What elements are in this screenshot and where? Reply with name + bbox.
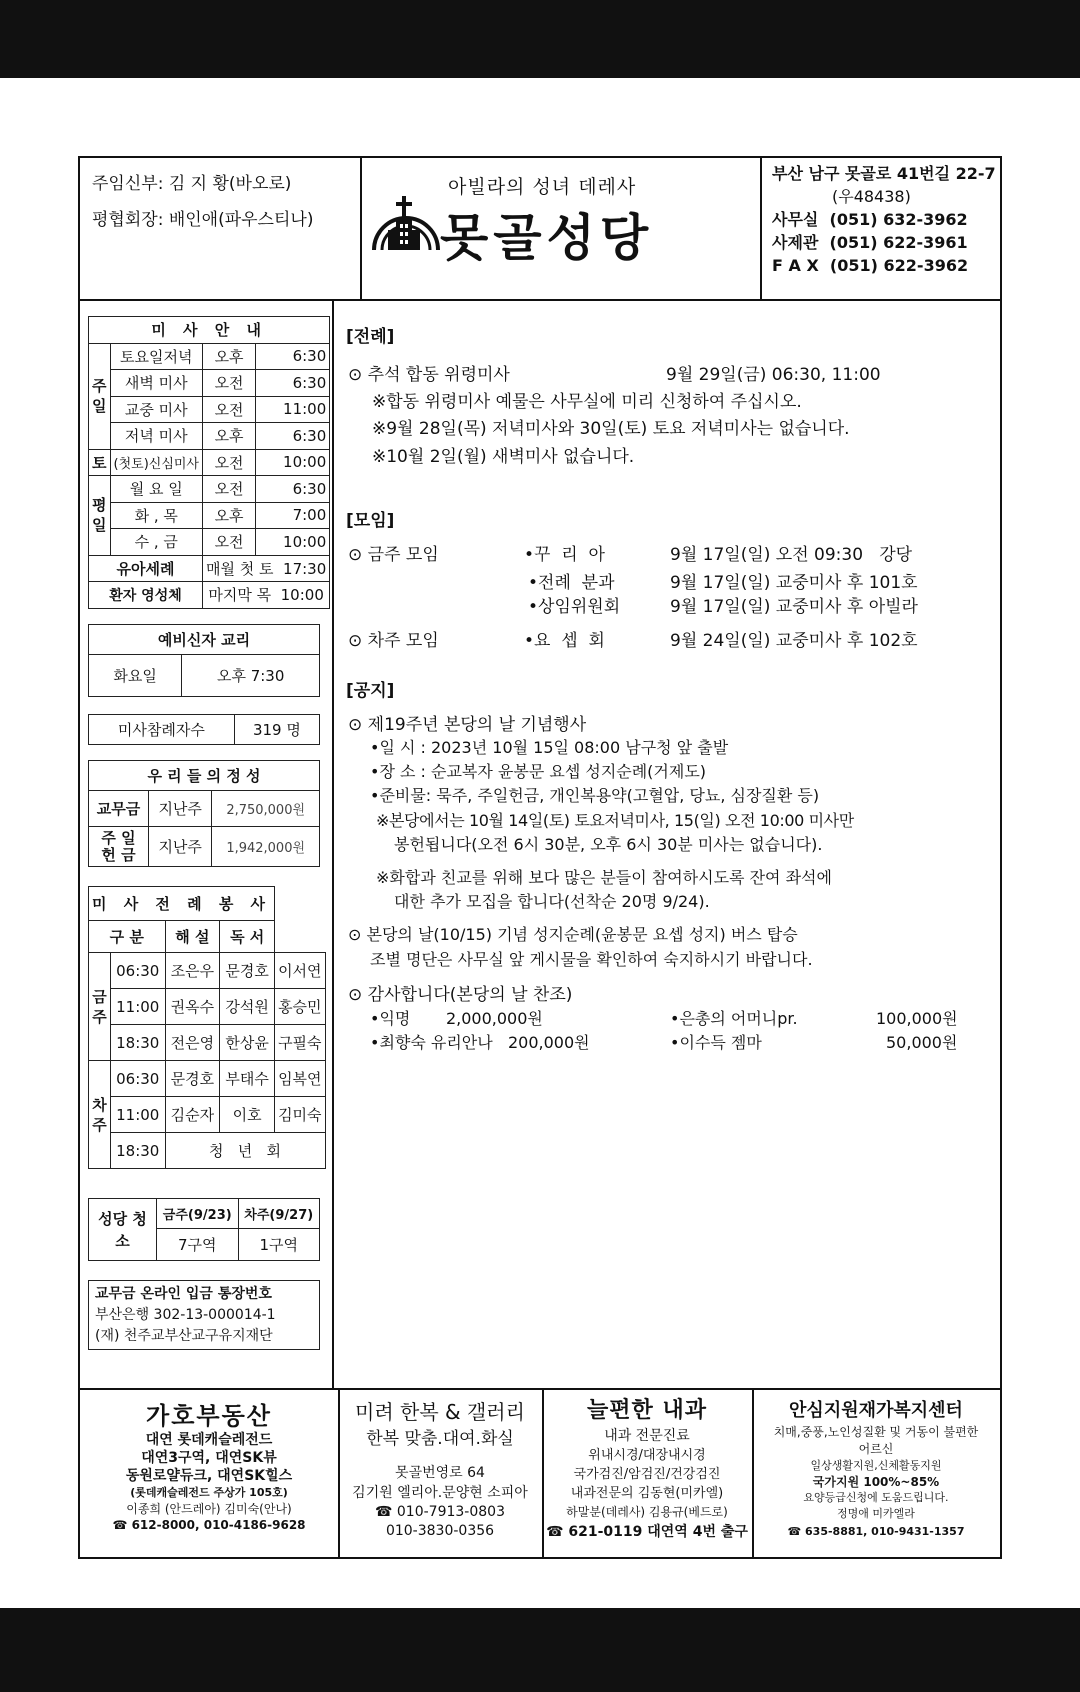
notice-2-text: 조별 명단은 사무실 앞 게시물을 확인하여 숙지하시기 바랍니다.: [370, 950, 813, 969]
cleaning-next-value: 1구역: [238, 1229, 320, 1261]
donor: •이수득 젬마: [670, 1033, 762, 1052]
service-person: 임복연: [275, 1061, 325, 1097]
mass-time: 6:30: [256, 343, 330, 370]
liturgy-item-text: 추석 합동 위령미사: [367, 365, 510, 385]
service-time: 06:30: [111, 953, 166, 989]
offering-title: 우 리 들 의 정 성: [89, 761, 320, 791]
ad-line: 동원로얄듀크, 대연SK힐스: [125, 1468, 293, 1484]
ad-title: 가호부동산: [146, 1402, 272, 1430]
next-meeting-label: ⊙ 차주 모임: [348, 631, 439, 651]
ad-line: 못골번영로 64: [395, 1465, 485, 1481]
mass-time: 10:00: [256, 449, 330, 476]
service-person: 부태수: [220, 1061, 275, 1097]
service-person: 이호: [220, 1097, 275, 1133]
mass-name: 교중 미사: [110, 396, 203, 423]
ad-line: 하말분(데레사) 김용규(베드로): [566, 1505, 728, 1519]
ad-line: 대연3구역, 대연SK뷰: [141, 1450, 277, 1466]
mass-ampm: 오전: [203, 370, 256, 397]
service-title: 미 사 전 례 봉 사: [89, 887, 275, 921]
meeting-group: •요 셉 회: [524, 631, 605, 651]
fax-number: F A X (051) 622-3962: [772, 256, 969, 275]
notice-1-title-text: 제19주년 본당의 날 기념행사: [367, 715, 587, 735]
liturgy-item-date: 9월 29일(금) 06:30, 11:00: [666, 365, 881, 385]
mass-time: 10:00: [256, 529, 330, 556]
sunday-label: 주일: [89, 343, 111, 449]
ad-line: 이종희 (안드레아) 김미숙(안나): [126, 1502, 292, 1516]
notice-1-title: ⊙ 제19주년 본당의 날 기념행사: [348, 715, 587, 735]
postal-code: (우48438): [832, 187, 911, 206]
notice-1-line: •일 시 : 2023년 10월 15일 08:00 남구청 앞 출발: [370, 738, 729, 757]
attendance-value: 319 명: [234, 715, 319, 745]
service-person: 전은영: [165, 1025, 220, 1061]
mass-time: 6:30: [256, 370, 330, 397]
notice-2: ⊙ 본당의 날(10/15) 기념 성지순례(윤봉문 요셉 성지) 버스 탑승: [348, 925, 798, 944]
next-meeting-text: 차주 모임: [367, 631, 439, 651]
offering-period: 지난주: [149, 791, 212, 827]
catechumen-title: 예비신자 교리: [89, 625, 320, 655]
service-time: 18:30: [111, 1025, 166, 1061]
ad-care-center: [752, 1398, 1000, 1542]
cleaning-label: 성당 청소: [89, 1199, 157, 1261]
donor: •은총의 어머니pr.: [670, 1009, 798, 1028]
service-roster-table: [88, 886, 326, 1169]
cleaning-this-header: 금주(9/23): [157, 1199, 239, 1229]
bottom-black-bar: [0, 1608, 1080, 1692]
ad-line: 위내시경/대장내시경: [588, 1448, 706, 1463]
bulletin-page: [78, 156, 1002, 1559]
notice-1-note: 대한 추가 모집을 합니다(선착순 20명 9/24).: [394, 892, 710, 911]
ad-line: 어르신: [858, 1442, 894, 1456]
service-person: 문경호: [165, 1061, 220, 1097]
ad-title: 늘편한 내과: [587, 1398, 707, 1423]
church-logo-icon: [370, 192, 442, 254]
council-president: 평협회장: 배인애(파우스티나): [92, 210, 314, 230]
attendance-label: 미사참례자수: [89, 715, 235, 745]
mass-schedule-title: 미 사 안 내: [89, 317, 330, 344]
top-black-bar: [0, 0, 1080, 78]
service-time: 11:00: [111, 989, 166, 1025]
service-person: 김미숙: [275, 1097, 325, 1133]
mass-ampm: 오전: [203, 529, 256, 556]
ad-line: ☎ 010-7913-0803: [375, 1504, 505, 1520]
this-meeting-label: ⊙ 금주 모임: [348, 545, 439, 565]
meeting-group: •상임위원회: [528, 597, 621, 617]
notice-1-line: •준비물: 묵주, 주일헌금, 개인복용약(고혈압, 당뇨, 심장질환 등): [370, 786, 820, 805]
ad-line: 내과전문의 김동현(미카엘): [570, 1486, 724, 1501]
service-person: 김순자: [165, 1097, 220, 1133]
offering-period: 지난주: [149, 827, 212, 867]
ad-hanbok: [338, 1398, 542, 1541]
office-phone: 사무실 (051) 632-3962: [772, 210, 968, 229]
rectory-phone: 사제관 (051) 622-3961: [772, 233, 968, 252]
mass-ampm: 오전: [203, 396, 256, 423]
offering-label: 주 일 헌 금: [89, 827, 149, 867]
ad-line: 한복 맞춤.대여.화실: [366, 1429, 514, 1449]
meeting-group: •전례 분과: [528, 573, 615, 593]
mass-name: (첫토)신심미사: [110, 449, 203, 476]
service-header: 해 설: [165, 921, 220, 953]
sick-communion-value: 마지막 목 10:00: [203, 582, 330, 609]
meeting-detail: 9월 24일(일) 교중미사 후 102호: [670, 631, 918, 651]
cleaning-table: [88, 1198, 320, 1261]
service-person: 조은우: [165, 953, 220, 989]
ad-clinic: [542, 1396, 752, 1543]
youth-label: 청 년 회: [165, 1133, 325, 1169]
infant-baptism-value: 매월 첫 토 17:30: [203, 555, 330, 582]
liturgy-item: ⊙ 추석 합동 위령미사: [348, 365, 510, 385]
youth-time: 18:30: [111, 1133, 166, 1169]
offering-label: 교무금: [89, 791, 149, 827]
service-person: 이서연: [275, 953, 325, 989]
header-contact: [772, 162, 996, 277]
donor-amount: 50,000원: [886, 1033, 958, 1052]
ad-line: 대연 롯데캐슬레전드: [145, 1432, 273, 1448]
ad-line: 요양등급신청에 도움드립니다.: [803, 1491, 949, 1504]
ad-line: 일상생활지원,신체활동지원: [810, 1459, 942, 1472]
cleaning-next-header: 차주(9/27): [238, 1199, 320, 1229]
mass-ampm: 오전: [203, 476, 256, 503]
mass-name: 수 , 금: [110, 529, 203, 556]
mass-time: 11:00: [256, 396, 330, 423]
donor: •익명 2,000,000원: [370, 1009, 543, 1028]
ad-line: ☎ 635-8881, 010-9431-1357: [787, 1525, 965, 1538]
mass-ampm: 오후: [203, 343, 256, 370]
ad-title: 미려 한복 & 갤러리: [355, 1400, 525, 1424]
meeting-detail: 9월 17일(일) 교중미사 후 아빌라: [670, 597, 918, 617]
service-header: 구 분: [89, 921, 166, 953]
ad-line: 010-3830-0356: [385, 1523, 495, 1539]
service-person: 구필숙: [275, 1025, 325, 1061]
ad-line: 국가검진/암검진/건강검진: [573, 1467, 721, 1482]
mass-time: 6:30: [256, 476, 330, 503]
weekday-label: 평일: [89, 476, 111, 556]
bank-box: [88, 1280, 320, 1350]
service-person: 문경호: [220, 953, 275, 989]
mass-name: 토요일저녁: [110, 343, 203, 370]
meeting-detail: 9월 17일(일) 오전 09:30 강당: [670, 545, 913, 565]
offering-amount: 1,942,000원: [212, 827, 320, 867]
notice-2-text: 본당의 날(10/15) 기념 성지순례(윤봉문 요셉 성지) 버스 탑승: [366, 925, 798, 944]
pastor-name: 주임신부: 김 지 황(바오로): [92, 174, 292, 194]
ad-line: 정명애 미카엘라: [837, 1507, 915, 1520]
ad-real-estate: [80, 1396, 338, 1533]
church-subtitle: 아빌라의 성녀 데레사: [448, 176, 637, 198]
attendance-table: [88, 714, 320, 745]
cleaning-this-value: 7구역: [157, 1229, 239, 1261]
notice-1-note: ※본당에서는 10월 14일(토) 토요저녁미사, 15(일) 오전 10:00 미사만: [376, 811, 854, 830]
ad-line: 내과 전문진료: [604, 1428, 690, 1444]
mass-ampm: 오후: [203, 502, 256, 529]
donor-amount: 100,000원: [876, 1009, 958, 1028]
bank-holder: (재) 천주교부산교구유지재단: [95, 1328, 273, 1344]
ad-line: ☎ 621-0119 대연역 4번 출구: [546, 1524, 748, 1540]
service-person: 강석원: [220, 989, 275, 1025]
mass-name: 월 요 일: [110, 476, 203, 503]
infant-baptism-label: 유아세례: [89, 555, 203, 582]
service-person: 홍승민: [275, 989, 325, 1025]
saturday-label: 토: [89, 449, 111, 476]
this-week-label: 금주: [89, 953, 111, 1061]
next-week-label: 차주: [89, 1061, 111, 1169]
catechumen-time: 오후 7:30: [182, 655, 320, 697]
this-meeting-text: 금주 모임: [367, 545, 439, 565]
mass-ampm: 오전: [203, 449, 256, 476]
sick-communion-label: 환자 영성체: [89, 582, 203, 609]
mass-ampm: 오후: [203, 423, 256, 450]
service-time: 06:30: [111, 1061, 166, 1097]
mass-time: 6:30: [256, 423, 330, 450]
header-left: [92, 166, 313, 238]
offering-table: [88, 760, 320, 867]
notice-1-note: 봉헌됩니다(오전 6시 30분, 오후 6시 30분 미사는 없습니다).: [394, 835, 823, 854]
notice-3-title: ⊙ 감사합니다(본당의 날 찬조): [348, 985, 573, 1005]
ad-line: 국가지원 100%~85%: [812, 1475, 940, 1489]
liturgy-heading: [전례]: [346, 327, 395, 347]
mass-schedule-table: [88, 316, 330, 609]
bank-account: 부산은행 302-13-000014-1: [95, 1307, 276, 1323]
address: 부산 남구 못골로 41번길 22-7: [772, 164, 996, 183]
ad-title: 안심지원재가복지센터: [789, 1400, 963, 1421]
catechumen-day: 화요일: [89, 655, 182, 697]
bank-title: 교무금 온라인 입금 통장번호: [95, 1286, 272, 1302]
notices-heading: [공지]: [346, 681, 395, 701]
service-person: 한상윤: [220, 1025, 275, 1061]
mass-name: 화 , 목: [110, 502, 203, 529]
donor: •최향숙 유리안나 200,000원: [370, 1033, 590, 1052]
liturgy-note: ※9월 28일(목) 저녁미사와 30일(토) 토요 저녁미사는 없습니다.: [372, 419, 850, 439]
ad-line: (롯데캐슬레전드 주상가 105호): [130, 1486, 288, 1499]
church-name: 못골성당: [440, 208, 654, 267]
mass-name: 새벽 미사: [110, 370, 203, 397]
service-person: 권옥수: [165, 989, 220, 1025]
service-time: 11:00: [111, 1097, 166, 1133]
meeting-group: •꾸 리 아: [524, 545, 605, 565]
liturgy-note: ※합동 위령미사 예물은 사무실에 미리 신청하여 주십시오.: [372, 392, 802, 412]
offering-amount: 2,750,000원: [212, 791, 320, 827]
mass-name: 저녁 미사: [110, 423, 203, 450]
service-header: 독 서: [220, 921, 275, 953]
ad-line: ☎ 612-8000, 010-4186-9628: [112, 1518, 306, 1532]
meeting-detail: 9월 17일(일) 교중미사 후 101호: [670, 573, 918, 593]
ad-line: 치매,중풍,노인성질환 및 거동이 불편한: [773, 1425, 979, 1439]
mass-time: 7:00: [256, 502, 330, 529]
meetings-heading: [모임]: [346, 511, 395, 531]
ad-line: 김기원 엘리아.문양현 소피아: [352, 1485, 528, 1501]
notice-1-line: •장 소 : 순교복자 윤봉문 요셉 성지순례(거제도): [370, 762, 707, 781]
liturgy-note: ※10월 2일(월) 새벽미사 없습니다.: [372, 447, 635, 467]
notice-3-title-text: 감사합니다(본당의 날 찬조): [367, 985, 573, 1005]
notice-1-note: ※화합과 친교를 위해 보다 많은 분들이 참여하시도록 잔여 좌석에: [376, 868, 832, 887]
catechumen-table: [88, 624, 320, 697]
